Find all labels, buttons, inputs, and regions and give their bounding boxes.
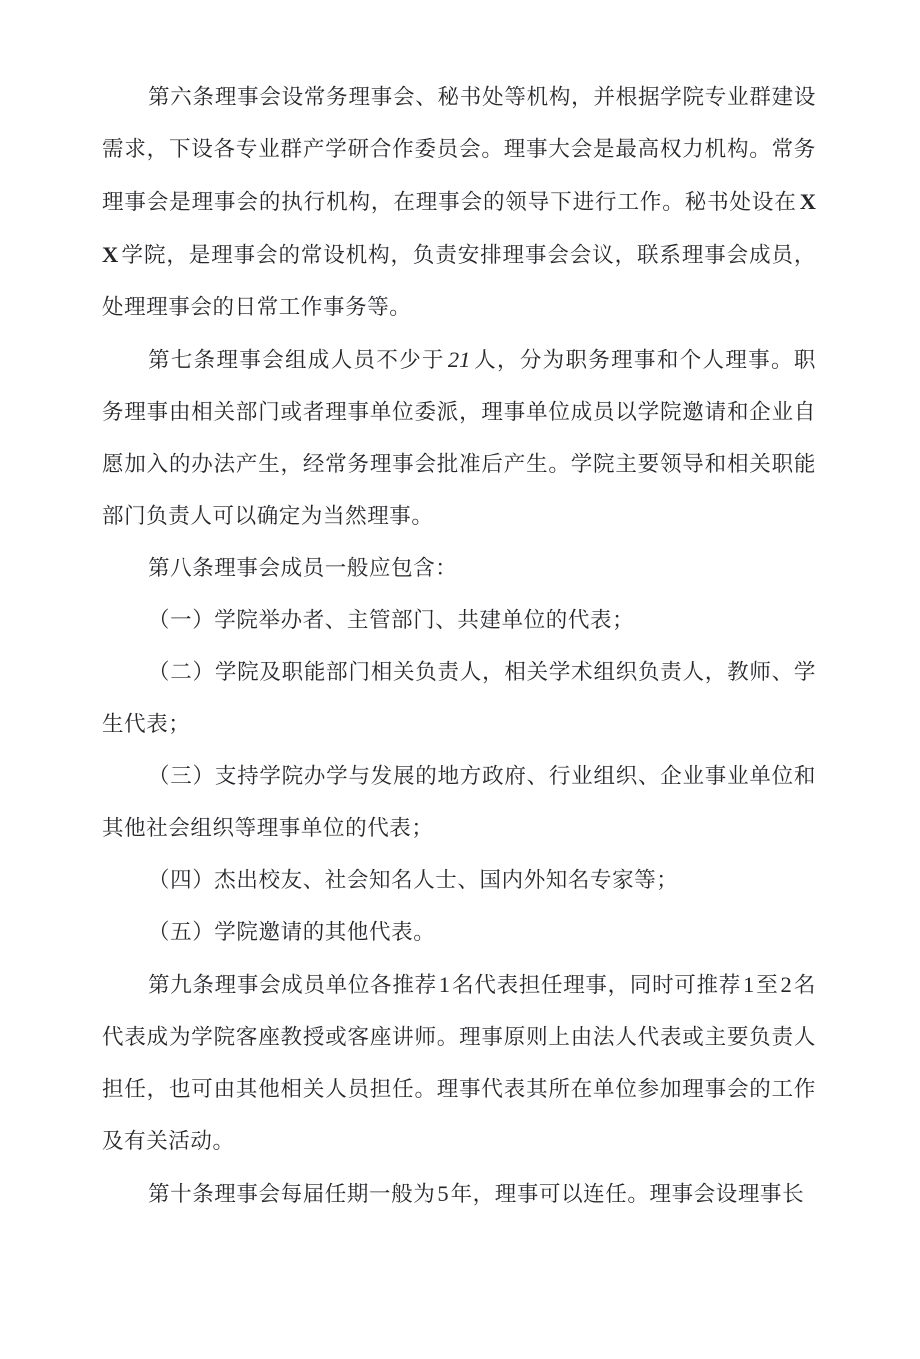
text-run: 学院，是理事会的常设机构，负责安排理事会会议，联系理事会成员，处理理事会的日常工作事务等。 [102,243,816,320]
text-run: 名代表成为学院客座教授或客座讲师。理事原则上由法人代表或主要负责人担任，也可由其他相关人员担任。理事代表其所在单位参加理事会的工作及有关活动。 [102,973,816,1154]
document-text-body [102,72,816,1221]
text-run: （三）支持学院办学与发展的地方政府、行业组织、企业事业单位和其他社会组织等理事单位的代表； [102,764,816,841]
text-run: （四）杰出校友、社会知名人士、国内外知名专家等； [148,868,679,893]
paragraph-article-6 [102,72,816,334]
paragraph-article-8-item-5 [102,907,816,959]
text-run: 年，理事可以连任。理事会设理事长 [450,1182,805,1207]
text-run: 第六条理事会设常务理事会、秘书处等机构，并根据学院专业群建设需求，下设各专业群产学研合作委员会。理事大会是最高权力机构。常务理事会是理事会的执行机构，在理事会的领导下进行工作。秘书处设在 [102,85,816,215]
latin-run: 1 [438,972,451,997]
latin-italic-run: 21 [447,347,471,372]
latin-bold-run: XX [102,189,816,267]
text-run: 第八条理事会成员一般应包含： [148,556,458,581]
text-run: 第七条理事会组成人员不少于 [148,348,445,373]
text-run: （二）学院及职能部门相关负责人，相关学术组织负责人，教师、学生代表； [102,660,816,737]
latin-run: 1 [742,972,755,997]
text-run: 名代表担任理事，同时可推荐 [452,973,741,998]
latin-run: 2 [780,972,792,997]
text-run: （一）学院举办者、主管部门、共建单位的代表； [148,608,635,633]
text-run: 人，分为职务理事和个人理事。职务理事由相关部门或者理事单位委派，理事单位成员以学院邀请和企业自愿加入的办法产生，经常务理事会批准后产生。学院主要领导和相关职能部门负责人可以确定为当然理事。 [102,348,816,529]
paragraph-article-8-item-3 [102,751,816,855]
paragraph-article-8-item-4 [102,855,816,907]
text-run: 第九条理事会成员单位各推荐 [148,973,437,998]
paragraph-article-10 [102,1168,816,1221]
paragraph-article-8-item-2 [102,647,816,751]
paragraph-article-7 [102,334,816,543]
paragraph-article-9 [102,959,816,1168]
text-run: 至 [756,973,779,998]
text-run: （五）学院邀请的其他代表。 [148,920,436,945]
paragraph-article-8-item-1 [102,595,816,647]
paragraph-article-8 [102,543,816,595]
latin-run: 5 [437,1181,449,1206]
text-run: 第十条理事会每届任期一般为 [148,1182,436,1207]
